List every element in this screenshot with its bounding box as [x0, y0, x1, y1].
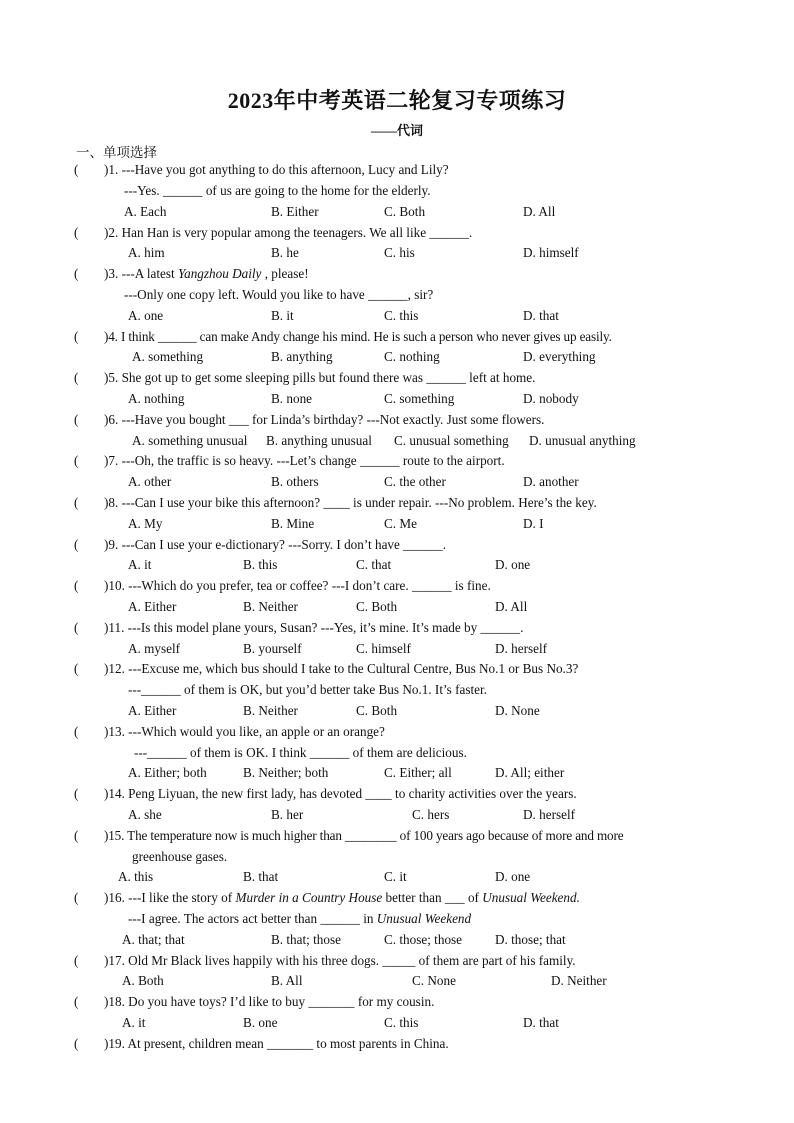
option-a[interactable]: A. other — [128, 474, 172, 489]
option-c[interactable]: C. hers — [412, 807, 450, 822]
option-c[interactable]: C. Both — [356, 599, 398, 614]
option-d[interactable]: D. herself — [495, 641, 547, 656]
answer-blank[interactable]: ( — [74, 453, 79, 468]
option-d[interactable]: D. everything — [523, 349, 596, 364]
option-c[interactable]: C. this — [384, 1015, 419, 1030]
option-a[interactable]: A. Both — [122, 973, 164, 988]
answer-blank[interactable]: ( — [74, 495, 79, 510]
question-stem: )18. Do you have toys? I’d like to buy _______ for my cousin. — [104, 994, 435, 1009]
option-d[interactable]: D. herself — [523, 807, 575, 822]
option-b[interactable]: B. others — [271, 474, 319, 489]
option-b[interactable]: B. her — [271, 807, 304, 822]
answer-blank[interactable]: ( — [74, 266, 79, 281]
answer-blank[interactable]: ( — [74, 412, 79, 427]
answer-blank[interactable]: ( — [74, 828, 79, 843]
answer-blank[interactable]: ( — [74, 370, 79, 385]
option-c[interactable]: C. None — [412, 973, 456, 988]
option-b[interactable]: B. Neither — [243, 599, 298, 614]
question-stem: )17. Old Mr Black lives happily with his three dogs. _____ of them are part of his family. — [104, 953, 576, 968]
option-c[interactable]: C. it — [384, 869, 407, 884]
option-b[interactable]: B. it — [271, 308, 294, 323]
option-a[interactable]: A. one — [128, 308, 164, 323]
option-d[interactable]: D. that — [523, 1015, 559, 1030]
option-c[interactable]: C. Both — [356, 703, 398, 718]
question-stem: )12. ---Excuse me, which bus should I take to the Cultural Centre, Bus No.1 or Bus No.3? — [104, 661, 579, 676]
answer-blank[interactable]: ( — [74, 162, 79, 177]
option-c[interactable]: C. something — [384, 391, 455, 406]
question-line: ---______ of them is OK, but you’d better take Bus No.1. It’s faster. — [128, 682, 487, 697]
question-stem: )3. ---A latest Yangzhou Daily , please! — [104, 266, 309, 281]
option-a[interactable]: A. Either; both — [128, 765, 207, 780]
answer-blank[interactable]: ( — [74, 620, 79, 635]
option-d[interactable]: D. those; that — [495, 932, 566, 947]
option-d[interactable]: D. one — [495, 869, 531, 884]
option-d[interactable]: D. himself — [523, 245, 579, 260]
option-a[interactable]: A. Each — [124, 204, 167, 219]
option-b[interactable]: B. he — [271, 245, 299, 260]
question-stem: )19. At present, children mean _______ to most parents in China. — [104, 1036, 449, 1051]
option-a[interactable]: A. it — [128, 557, 152, 572]
question-stem: )15. The temperature now is much higher than ________ of 100 years ago because of more and more — [104, 828, 624, 843]
question-stem: )13. ---Which would you like, an apple or an orange? — [104, 724, 385, 739]
question-line: ---Only one copy left. Would you like to have ______, sir? — [124, 287, 434, 302]
answer-blank[interactable]: ( — [74, 994, 79, 1009]
option-a[interactable]: A. something unusual — [132, 433, 248, 448]
option-c[interactable]: C. Both — [384, 204, 426, 219]
option-c[interactable]: C. this — [384, 308, 419, 323]
option-b[interactable]: B. anything unusual — [266, 433, 372, 448]
option-b[interactable]: B. one — [243, 1015, 278, 1030]
option-a[interactable]: A. she — [128, 807, 162, 822]
option-a[interactable]: A. Either — [128, 599, 177, 614]
option-c[interactable]: C. Me — [384, 516, 417, 531]
option-c[interactable]: C. his — [384, 245, 415, 260]
option-a[interactable]: A. nothing — [128, 391, 185, 406]
question-stem: )6. ---Have you bought ___ for Linda’s birthday? ---Not exactly. Just some flowers. — [104, 412, 545, 427]
answer-blank[interactable]: ( — [74, 724, 79, 739]
answer-blank[interactable]: ( — [74, 225, 79, 240]
question-line: ---Yes. ______ of us are going to the home for the elderly. — [124, 183, 431, 198]
option-c[interactable]: C. nothing — [384, 349, 440, 364]
option-c[interactable]: C. the other — [384, 474, 446, 489]
option-b[interactable]: B. All — [271, 973, 303, 988]
option-a[interactable]: A. My — [128, 516, 163, 531]
answer-blank[interactable]: ( — [74, 953, 79, 968]
question-stem: )7. ---Oh, the traffic is so heavy. ---Let’s change ______ route to the airport. — [104, 453, 505, 468]
option-d[interactable]: D. I — [523, 516, 544, 531]
option-b[interactable]: B. Mine — [271, 516, 315, 531]
page-title: 2023年中考英语二轮复习专项练习 — [227, 88, 567, 113]
option-d[interactable]: D. one — [495, 557, 531, 572]
answer-blank[interactable]: ( — [74, 786, 79, 801]
option-b[interactable]: B. that — [243, 869, 279, 884]
answer-blank[interactable]: ( — [74, 890, 79, 905]
question-stem: )1. ---Have you got anything to do this afternoon, Lucy and Lily? — [104, 162, 449, 177]
option-a[interactable]: A. that; that — [122, 932, 185, 947]
option-d[interactable]: D. All; either — [495, 765, 565, 780]
answer-blank[interactable]: ( — [74, 578, 79, 593]
option-d[interactable]: D. another — [523, 474, 579, 489]
question-stem: )4. I think ______ can make Andy change his mind. He is such a person who never gives up easily. — [104, 329, 612, 344]
option-a[interactable]: A. myself — [128, 641, 181, 656]
answer-blank[interactable]: ( — [74, 329, 79, 344]
option-b[interactable]: B. yourself — [243, 641, 302, 656]
option-b[interactable]: B. Either — [271, 204, 319, 219]
question-line: greenhouse gases. — [132, 849, 228, 864]
option-d[interactable]: D. nobody — [523, 391, 579, 406]
option-d[interactable]: D. unusual anything — [529, 433, 636, 448]
question-stem: )10. ---Which do you prefer, tea or coffee? ---I don’t care. ______ is fine. — [104, 578, 491, 593]
section-heading: 一、单项选择 — [76, 145, 157, 160]
option-d[interactable]: D. All — [523, 204, 556, 219]
option-a[interactable]: A. Either — [128, 703, 177, 718]
option-b[interactable]: B. Neither; both — [243, 765, 329, 780]
option-b[interactable]: B. that; those — [271, 932, 341, 947]
answer-blank[interactable]: ( — [74, 1036, 79, 1051]
option-c[interactable]: C. those; those — [384, 932, 463, 947]
question-stem: )5. She got up to get some sleeping pills but found there was ______ left at home. — [104, 370, 536, 385]
question-stem: )9. ---Can I use your e-dictionary? ---Sorry. I don’t have ______. — [104, 537, 447, 552]
question-stem: )16. ---I like the story of Murder in a Country House better than ___ of Unusual Weekend. — [104, 890, 580, 905]
question-line: ---______ of them is OK. I think ______ of them are delicious. — [134, 745, 467, 760]
option-c[interactable]: C. that — [356, 557, 392, 572]
option-d[interactable]: D. that — [523, 308, 559, 323]
option-c[interactable]: C. Either; all — [384, 765, 452, 780]
option-a[interactable]: A. him — [128, 245, 165, 260]
question-stem: )14. Peng Liyuan, the new first lady, has devoted ____ to charity activities over the years. — [104, 786, 577, 801]
option-c[interactable]: C. himself — [356, 641, 411, 656]
option-b[interactable]: B. this — [243, 557, 278, 572]
option-d[interactable]: D. None — [495, 703, 540, 718]
option-c[interactable]: C. unusual something — [394, 433, 509, 448]
option-b[interactable]: B. none — [271, 391, 313, 406]
option-b[interactable]: B. anything — [271, 349, 333, 364]
answer-blank[interactable]: ( — [74, 661, 79, 676]
question-line: ---I agree. The actors act better than ______ in Unusual Weekend — [128, 911, 472, 926]
answer-blank[interactable]: ( — [74, 537, 79, 552]
question-stem: )2. Han Han is very popular among the teenagers. We all like ______. — [104, 225, 473, 240]
option-b[interactable]: B. Neither — [243, 703, 298, 718]
option-d[interactable]: D. Neither — [551, 973, 607, 988]
question-stem: )8. ---Can I use your bike this afternoon? ____ is under repair. ---No problem. Here’s the key. — [104, 495, 597, 510]
option-a[interactable]: A. something — [132, 349, 204, 364]
option-a[interactable]: A. it — [122, 1015, 146, 1030]
question-stem: )11. ---Is this model plane yours, Susan? ---Yes, it’s mine. It’s made by ______. — [104, 620, 524, 635]
page-subtitle: ——代词 — [370, 123, 423, 138]
option-a[interactable]: A. this — [118, 869, 154, 884]
option-d[interactable]: D. All — [495, 599, 528, 614]
